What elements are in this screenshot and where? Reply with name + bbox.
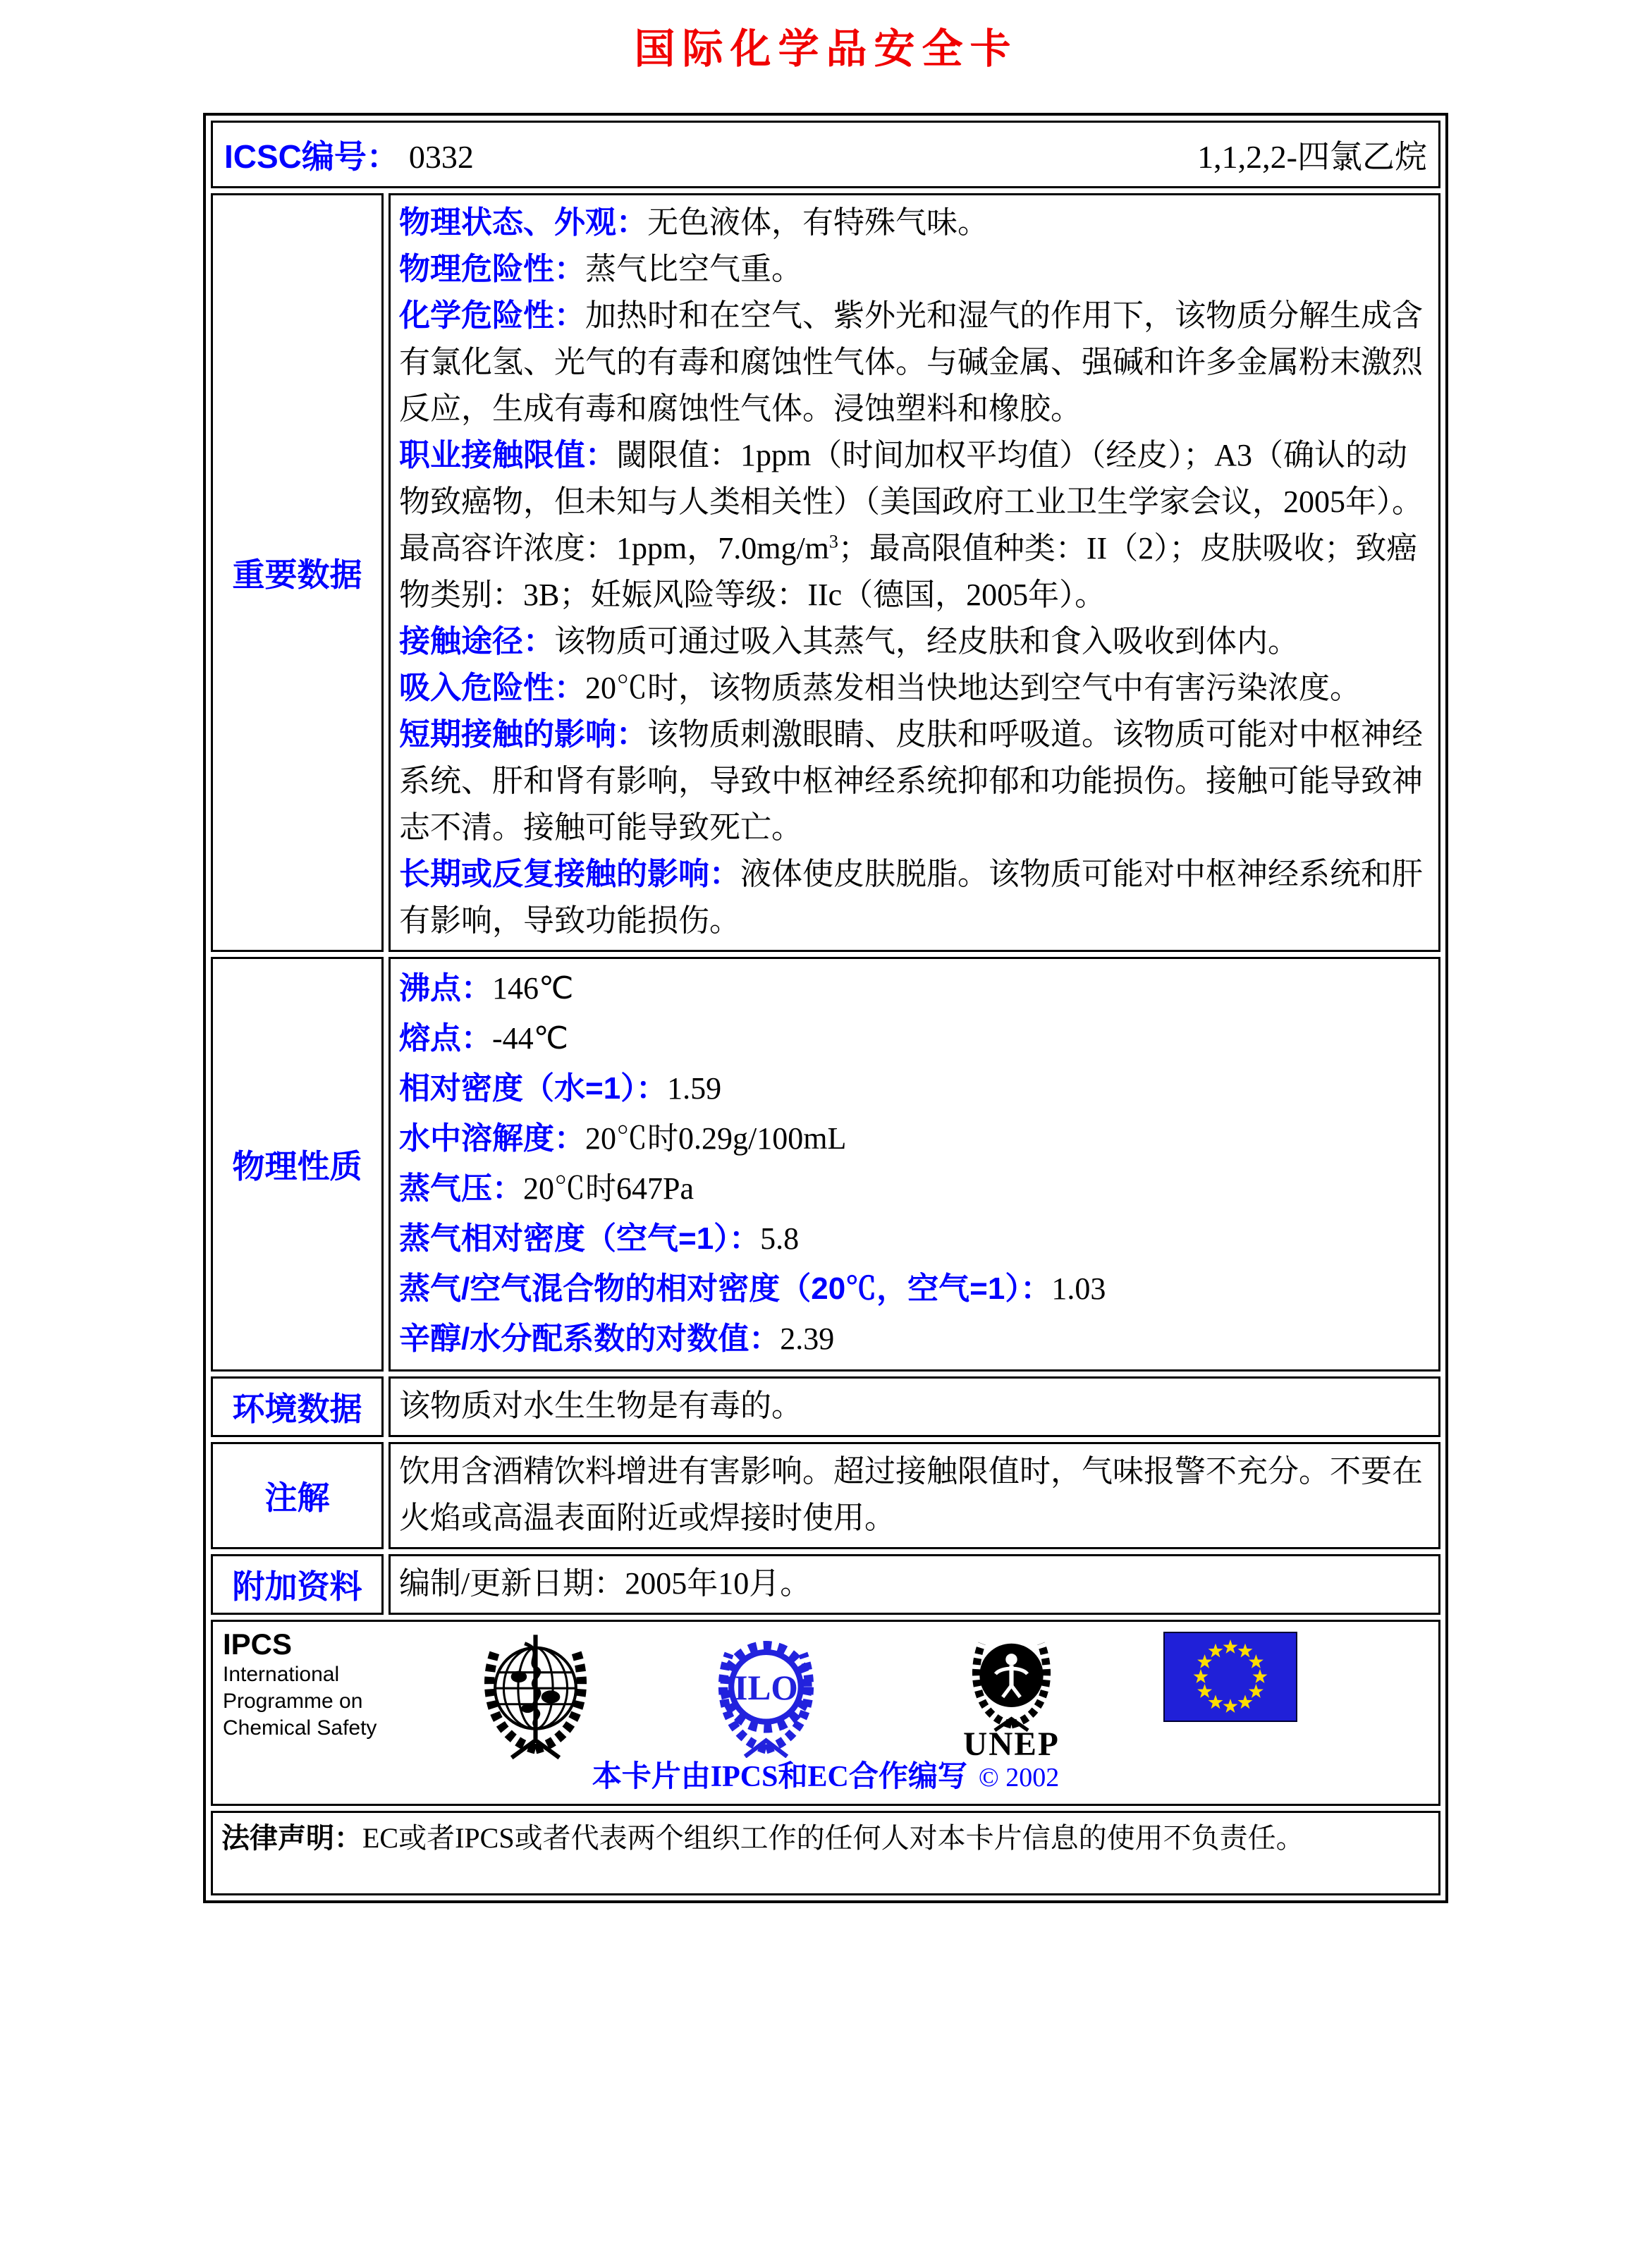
field-chemical-danger: 化学危险性：加热时和在空气、紫外光和湿气的作用下，该物质分解生成含有氯化氢、光气的有毒和腐蚀性气体。与碱金属、强碱和许多金属粉末激烈反应，生成有毒和腐蚀性气体。浸蚀塑料和橡胶。 bbox=[399, 298, 1423, 426]
physical-properties-content bbox=[388, 957, 1440, 1372]
additional-info-row bbox=[211, 1554, 1440, 1615]
footer-copyright: © 2002 bbox=[978, 1763, 1060, 1792]
ipcs-line-1: International bbox=[223, 1663, 340, 1686]
legal-text: EC或者IPCS或者代表两个组织工作的任何人对本卡片信息的使用不负责任。 bbox=[362, 1822, 1304, 1854]
field-melting-point: 熔点：-44℃ bbox=[399, 1021, 569, 1056]
legal-label: 法律声明： bbox=[221, 1823, 362, 1854]
row-label-physical-properties: 物理性质 bbox=[211, 957, 384, 1372]
icsc-number-value: 0332 bbox=[408, 139, 474, 175]
notes-content bbox=[388, 1442, 1440, 1549]
legal-row bbox=[211, 1811, 1440, 1895]
row-label-notes: 注解 bbox=[211, 1442, 384, 1549]
additional-info-content bbox=[388, 1554, 1440, 1615]
field-inhalation-risk: 吸入危险性：20℃时，该物质蒸发相当快地达到空气中有害污染浓度。 bbox=[399, 671, 1361, 705]
ipcs-line-3: Chemical Safety bbox=[223, 1716, 377, 1740]
field-vapor-air-density: 蒸气/空气混合物的相对密度（20℃，空气=1）：1.03 bbox=[399, 1271, 1106, 1306]
eu-flag-icon bbox=[1163, 1632, 1297, 1722]
ipcs-text-block bbox=[223, 1627, 377, 1742]
field-boiling-point: 沸点：146℃ bbox=[399, 971, 574, 1006]
unep-logo-icon bbox=[950, 1623, 1073, 1761]
ilo-logo-icon bbox=[703, 1627, 830, 1758]
row-label-additional-info: 附加资料 bbox=[211, 1554, 384, 1615]
environmental-data-row bbox=[211, 1376, 1440, 1437]
ilo-letters: ILO bbox=[734, 1668, 798, 1707]
field-long-term-effects: 长期或反复接触的影响：液体使皮肤脱脂。该物质可能对中枢神经系统和肝有影响，导致功能损伤。 bbox=[399, 857, 1423, 938]
page-title: 国际化学品安全卡 bbox=[634, 26, 1018, 72]
field-notes: 饮用含酒精饮料增进有害影响。超过接触限值时，气味报警不充分。不要在火焰或高温表面附近或焊接时使用。 bbox=[399, 1454, 1423, 1535]
footer-row bbox=[211, 1620, 1440, 1806]
icsc-card-table bbox=[203, 113, 1448, 1903]
important-data-content bbox=[388, 193, 1440, 952]
field-octanol-water: 辛醇/水分配系数的对数值：2.39 bbox=[399, 1321, 835, 1356]
field-additional-info: 编制/更新日期：2005年10月。 bbox=[399, 1566, 812, 1601]
important-data-row bbox=[211, 193, 1440, 952]
footer-cell bbox=[211, 1620, 1440, 1806]
header-cell bbox=[211, 121, 1440, 188]
physical-properties-row bbox=[211, 957, 1440, 1372]
field-vapor-density: 蒸气相对密度（空气=1）：5.8 bbox=[399, 1221, 800, 1256]
field-routes-of-exposure: 接触途径：该物质可通过吸入其蒸气，经皮肤和食入吸收到体内。 bbox=[399, 624, 1299, 659]
unep-letters: UNEP bbox=[963, 1725, 1060, 1761]
header-row bbox=[211, 121, 1440, 188]
field-relative-density: 相对密度（水=1）：1.59 bbox=[399, 1071, 722, 1106]
notes-row bbox=[211, 1442, 1440, 1549]
environmental-data-content bbox=[388, 1376, 1440, 1437]
field-vapor-pressure: 蒸气压：20℃时647Pa bbox=[399, 1171, 694, 1206]
ipcs-acronym: IPCS bbox=[223, 1627, 293, 1661]
icsc-number-group bbox=[224, 131, 474, 178]
superscript-3: 3 bbox=[828, 531, 838, 552]
who-logo-icon bbox=[467, 1625, 604, 1769]
field-short-term-effects: 短期接触的影响：该物质刺激眼睛、皮肤和呼吸道。该物质可能对中枢神经系统、肝和肾有影响，导致中枢神经系统抑郁和功能损伤。接触可能导致神志不清。接触可能导致死亡。 bbox=[399, 717, 1423, 845]
field-occupational-exposure-limits: 职业接触限值：閾限值：1ppm（时间加权平均值）（经皮）；A3（确认的动物致癌物，但未知与人类相关性）（美国政府工业卫生学家会议，2005年）。最高容许浓度：1ppm，$7.0mg/m^3$；最高限值种类：II（2）；皮肤吸收；致癌物类别：3B；妊娠风险等级：IIc（德国，2005年）。 bbox=[399, 438, 1423, 612]
ipcs-line-2: Programme on bbox=[223, 1690, 363, 1713]
row-label-environmental-data: 环境数据 bbox=[211, 1376, 384, 1437]
row-label-important-data: 重要数据 bbox=[211, 193, 384, 952]
icsc-number-label: ICSC编号： bbox=[224, 138, 399, 175]
field-physical-danger: 物理危险性：蒸气比空气重。 bbox=[399, 252, 802, 286]
legal-cell bbox=[211, 1811, 1440, 1895]
footer-caption bbox=[213, 1753, 1438, 1795]
footer-caption-text: 本卡片由IPCS和EC合作编写 bbox=[592, 1761, 967, 1793]
field-water-solubility: 水中溶解度：20℃时0.29g/100mL bbox=[399, 1121, 847, 1156]
field-physical-state: 物理状态、外观：无色液体，有特殊气味。 bbox=[399, 205, 989, 240]
chemical-name: 1,1,2,2-四氯乙烷 bbox=[1197, 139, 1427, 175]
field-environmental-data: 该物质对水生生物是有毒的。 bbox=[399, 1388, 802, 1423]
